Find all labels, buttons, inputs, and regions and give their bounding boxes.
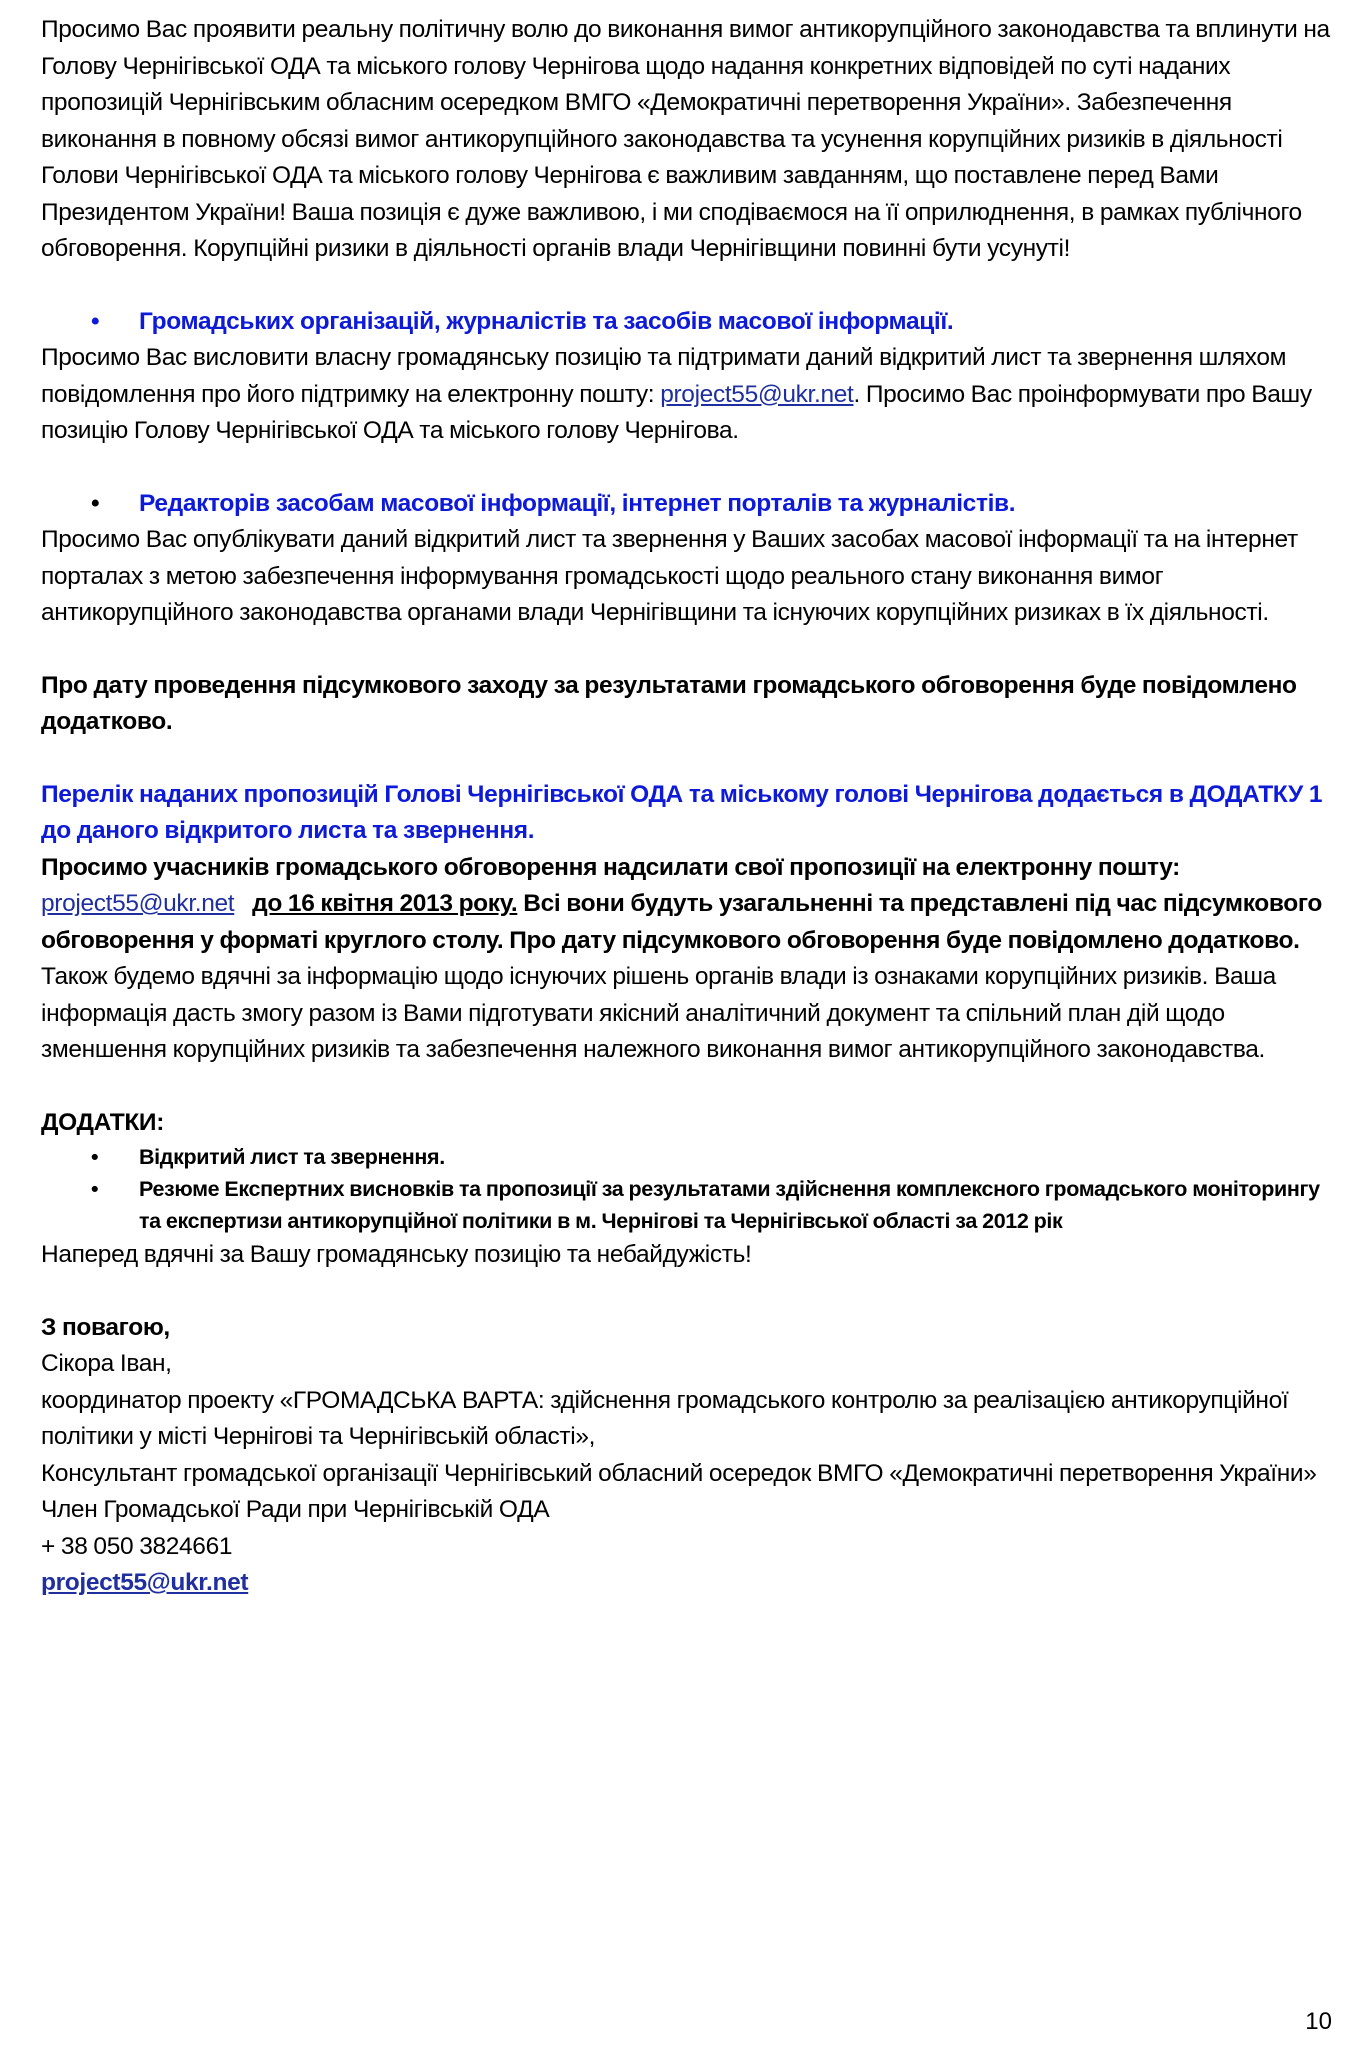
email-link[interactable]: project55@ukr.net <box>660 380 854 408</box>
signature-role-coordinator: координатор проекту «ГРОМАДСЬКА ВАРТА: здійснення громадського контролю за реалізацією антикорупційної політики у місті Чернігові та Чернігівській області», <box>41 1386 1289 1450</box>
bullet-icon: • <box>91 489 100 517</box>
final-event-notice: Про дату проведення підсумкового заходу за результатами громадського обговорення буде повідомлено додатково. <box>41 671 1297 735</box>
signature-role-consultant: Консультант громадської організації Чернігівський обласний осередок ВМГО «Демократичні перетворення України» <box>41 1459 1317 1487</box>
document-page <box>41 12 1336 1602</box>
signature-phone: + 38 050 3824661 <box>41 1532 233 1560</box>
bullet-icon: • <box>91 1145 99 1169</box>
signature-email-line <box>41 1565 1336 1602</box>
ngo-text: Просимо Вас висловити власну громадянську позицію та підтримати даний відкритий лист та звернення шляхом повідомлення про його підтримку на електронну пошту: <box>41 344 1287 408</box>
attachments-title: ДОДАТКИ: <box>41 1108 165 1136</box>
bullet-icon: • <box>91 307 100 335</box>
ngo-heading <box>41 304 1336 341</box>
thanks-line: Наперед вдячні за Вашу громадянську позицію та небайдужість! <box>41 1241 752 1268</box>
editors-heading-text: Редакторів засобам масової інформації, інтернет порталів та журналістів. <box>139 489 1016 517</box>
appendix-notice: Перелік наданих пропозицій Голові Чернігівської ОДА та міському голові Чернігова додається в ДОДАТКУ 1 до даного відкритого листа та звернення. <box>41 780 1323 844</box>
submission-paragraph <box>41 850 1336 960</box>
editors-paragraph: Просимо Вас опублікувати даний відкритий лист та звернення у Ваших засобах масової інформації та на інтернет порталах з метою забезпечення інформування громадськості щодо реального стану виконання вимог антикорупційного законодавства органами влади Чернігівщини та існуючих корупційних ризиках в їх діяльності. <box>41 526 1298 626</box>
ngo-text-after: . Просимо Вас проінформувати про Вашу позицію Голову Чернігівської ОДА та міського голову Чернігова. <box>41 380 1312 444</box>
signature-name: Сікора Іван, <box>41 1350 172 1377</box>
email-link[interactable]: project55@ukr.net <box>41 890 235 917</box>
deadline: до 16 квітня 2013 року. <box>252 890 518 917</box>
signature-role-member: Член Громадської Ради при Чернігівській ОДА <box>41 1496 550 1523</box>
bullet-icon: • <box>91 1177 99 1201</box>
attachment-item-text: Відкритий лист та звернення. <box>139 1145 445 1169</box>
ngo-paragraph <box>41 340 1336 450</box>
attachment-item <box>41 1173 1336 1237</box>
ngo-heading-text: Громадських організацій, журналістів та засобів масової інформації. <box>139 307 954 335</box>
editors-heading <box>41 486 1336 523</box>
gratitude-paragraph: Також будемо вдячні за інформацію щодо існуючих рішень органів влади із ознаками корупційних ризиків. Ваша інформація дасть змогу разом із Вами підготувати якісний аналітичний документ та спільний план дій щодо зменшення корупційних ризиків та забезпечення належного виконання вимог антикорупційного законодавства. <box>41 963 1276 1063</box>
attachment-item-text: Резюме Експертних висновків та пропозиції за результатами здійснення комплексного громадського моніторингу та експертизи антикорупційної політики в м. Чернігові та Чернігівської області за 2012 рік <box>139 1177 1320 1233</box>
attachment-item <box>41 1141 1336 1173</box>
signature-closing: З повагою, <box>41 1313 170 1341</box>
submission-rest: Всі вони будуть узагальненні та представлені під час підсумкового обговорення у форматі круглого столу. Про дату підсумкового обговорення буде повідомлено додатково. <box>41 890 1323 954</box>
page-number: 10 <box>1305 2008 1332 2035</box>
appeal-paragraph: Просимо Вас проявити реальну політичну волю до виконання вимог антикорупційного законодавства та вплинути на Голову Чернігівської ОДА та міського голову Чернігова щодо надання конкретних відповідей по суті наданих пропозицій Чернігівським обласним осередком ВМГО «Демократичні перетворення України». Забезпечення виконання в повному обсязі вимог антикорупційного законодавства та усунення корупційних ризиків в діяльності Голови Чернігівської ОДА та міського голову Чернігова є важливим завданням, що поставлене перед Вами Президентом України! Ваша позиція є дуже важливою, і ми сподіваємося на її оприлюднення, в рамках публічного обговорення. Корупційні ризики в діяльності органів влади Чернігівщини повинні бути усунуті! <box>41 16 1330 262</box>
submission-intro: Просимо учасників громадського обговорення надсилати свої пропозиції на електронну пошту: <box>41 853 1180 881</box>
email-link[interactable]: project55@ukr.net <box>41 1569 249 1596</box>
